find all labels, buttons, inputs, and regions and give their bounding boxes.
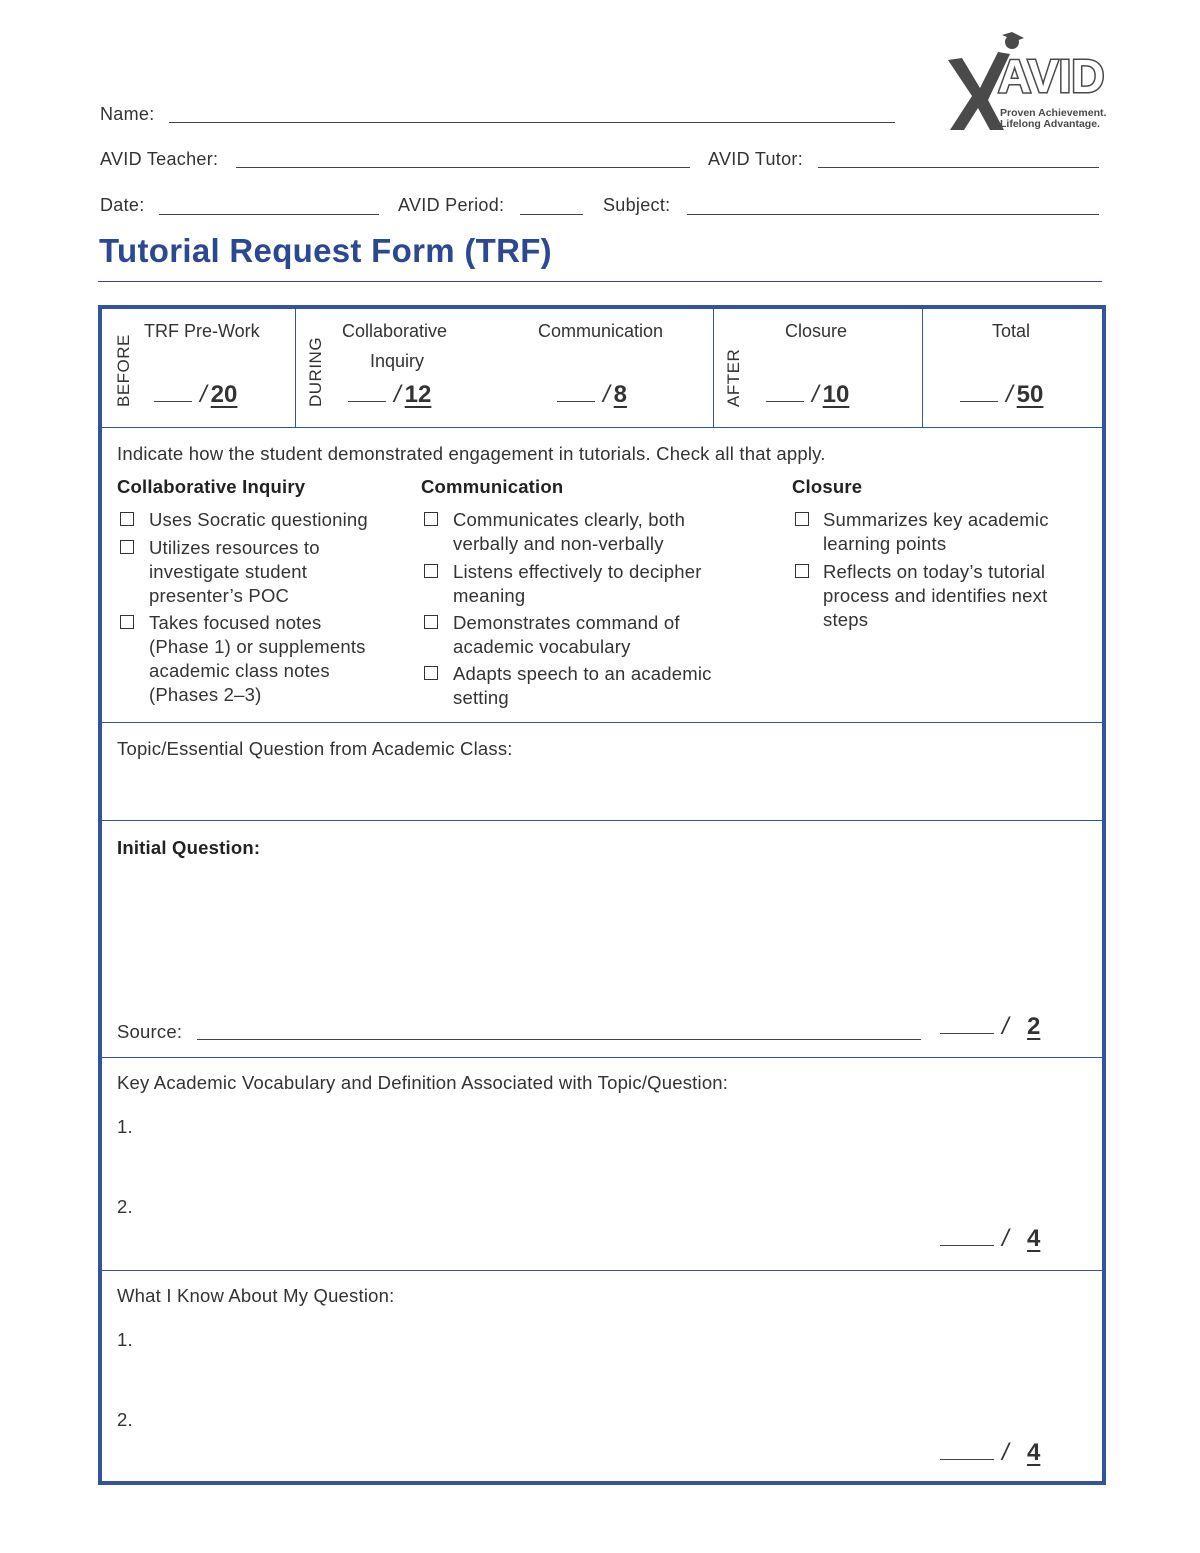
period-field[interactable] bbox=[520, 214, 583, 215]
tutor-label: AVID Tutor: bbox=[708, 149, 803, 169]
source-label: Source: bbox=[117, 1021, 183, 1042]
checkbox-vocabulary[interactable] bbox=[424, 615, 438, 629]
communication-heading: Communication bbox=[421, 476, 564, 497]
closure-max: 10 bbox=[822, 381, 850, 408]
logo-wordmark: AVID bbox=[998, 50, 1105, 102]
after-label: AFTER bbox=[724, 348, 743, 407]
checkbox-summarizes[interactable] bbox=[795, 512, 809, 526]
title-divider bbox=[98, 281, 1102, 282]
section-divider bbox=[102, 1057, 1102, 1058]
section-divider bbox=[102, 722, 1102, 723]
ci-heading: Collaborative Inquiry bbox=[117, 476, 306, 497]
section-divider bbox=[102, 820, 1102, 821]
before-label: BEFORE bbox=[114, 334, 133, 407]
teacher-field[interactable] bbox=[236, 167, 690, 168]
ci-label-line1: Collaborative bbox=[342, 321, 448, 341]
closure-item-summarizes: Summarizes key academic learning points bbox=[823, 509, 1049, 554]
total-label: Total bbox=[992, 321, 1031, 341]
initial-question-input[interactable] bbox=[117, 865, 1087, 1005]
during-label: DURING bbox=[306, 336, 325, 407]
checkbox-reflects[interactable] bbox=[795, 564, 809, 578]
initial-question-label: Initial Question: bbox=[117, 837, 261, 858]
subject-label: Subject: bbox=[603, 195, 671, 215]
ci-item-notes: Takes focused notes (Phase 1) or supplements academic class notes (Phases 2–3) bbox=[149, 612, 366, 705]
topic-label: Topic/Essential Question from Academic Class: bbox=[117, 738, 513, 759]
prework-max: 20 bbox=[210, 381, 238, 408]
know-item-1: 1. bbox=[117, 1329, 133, 1350]
section-divider bbox=[102, 427, 1102, 428]
ci-label-line2: Inquiry bbox=[370, 351, 425, 371]
know-score[interactable]: / 4 bbox=[940, 1439, 1055, 1467]
comm-item-vocabulary: Demonstrates command of academic vocabulary bbox=[453, 612, 680, 657]
avid-logo bbox=[940, 30, 1110, 135]
source-field[interactable] bbox=[197, 1039, 921, 1040]
checkbox-listens[interactable] bbox=[424, 564, 438, 578]
checkbox-socratic[interactable] bbox=[120, 512, 134, 526]
date-field[interactable] bbox=[159, 214, 379, 215]
communication-label: Communication bbox=[538, 321, 664, 341]
tutor-field[interactable] bbox=[818, 167, 1099, 168]
comm-item-communicates: Communicates clearly, both verbally and non-verbally bbox=[453, 509, 686, 554]
ci-max: 12 bbox=[404, 381, 432, 408]
comm-item-listens: Listens effectively to decipher meaning bbox=[453, 561, 702, 606]
vocab-label: Key Academic Vocabulary and Definition Associated with Topic/Question: bbox=[117, 1072, 729, 1093]
vocab-item-2: 2. bbox=[117, 1196, 133, 1217]
subject-field[interactable] bbox=[687, 214, 1099, 215]
checkbox-communicates[interactable] bbox=[424, 512, 438, 526]
checkbox-notes[interactable] bbox=[120, 615, 134, 629]
score-divider bbox=[922, 309, 923, 427]
total-score[interactable]: / 50 bbox=[960, 381, 1043, 409]
engagement-intro: Indicate how the student demonstrated engagement in tutorials. Check all that apply. bbox=[117, 443, 826, 464]
period-label: AVID Period: bbox=[398, 195, 505, 215]
know-item-2: 2. bbox=[117, 1409, 133, 1430]
initial-question-score[interactable]: / 2 bbox=[940, 1013, 1055, 1041]
name-label: Name: bbox=[100, 104, 155, 124]
closure-label: Closure bbox=[785, 321, 848, 341]
comm-item-adapts: Adapts speech to an academic setting bbox=[453, 663, 712, 708]
prework-score[interactable]: / 20 bbox=[154, 381, 237, 409]
ci-score[interactable]: / 12 bbox=[348, 381, 431, 409]
checkbox-adapts[interactable] bbox=[424, 666, 438, 680]
score-divider bbox=[295, 309, 296, 427]
total-max: 50 bbox=[1016, 381, 1044, 408]
communication-score[interactable]: / 8 bbox=[557, 381, 627, 409]
communication-max: 8 bbox=[613, 381, 628, 408]
trf-form-frame bbox=[98, 305, 1106, 1485]
logo-tagline-1: Proven Achievement. bbox=[1000, 107, 1107, 119]
score-divider bbox=[713, 309, 714, 427]
checkbox-resources[interactable] bbox=[120, 540, 134, 554]
page-title: Tutorial Request Form (TRF) bbox=[99, 232, 552, 269]
initial-question-max: 2 bbox=[1026, 1013, 1041, 1040]
vocab-score[interactable]: / 4 bbox=[940, 1225, 1055, 1253]
vocab-item-1: 1. bbox=[117, 1116, 133, 1137]
date-label: Date: bbox=[100, 195, 145, 215]
closure-item-reflects: Reflects on today’s tutorial process and identifies next steps bbox=[823, 561, 1048, 630]
name-field[interactable] bbox=[169, 122, 895, 123]
know-max: 4 bbox=[1026, 1439, 1041, 1466]
ci-item-resources: Utilizes resources to investigate student presenter’s POC bbox=[149, 537, 320, 606]
logo-tagline-2: Lifelong Advantage. bbox=[1000, 118, 1100, 130]
ci-item-socratic: Uses Socratic questioning bbox=[149, 509, 368, 530]
vocab-max: 4 bbox=[1026, 1225, 1041, 1252]
closure-heading: Closure bbox=[792, 476, 863, 497]
prework-label: TRF Pre-Work bbox=[144, 321, 260, 341]
topic-input[interactable] bbox=[117, 765, 1087, 815]
teacher-label: AVID Teacher: bbox=[100, 149, 219, 169]
section-divider bbox=[102, 1270, 1102, 1271]
know-label: What I Know About My Question: bbox=[117, 1285, 395, 1306]
closure-score[interactable]: / 10 bbox=[766, 381, 849, 409]
